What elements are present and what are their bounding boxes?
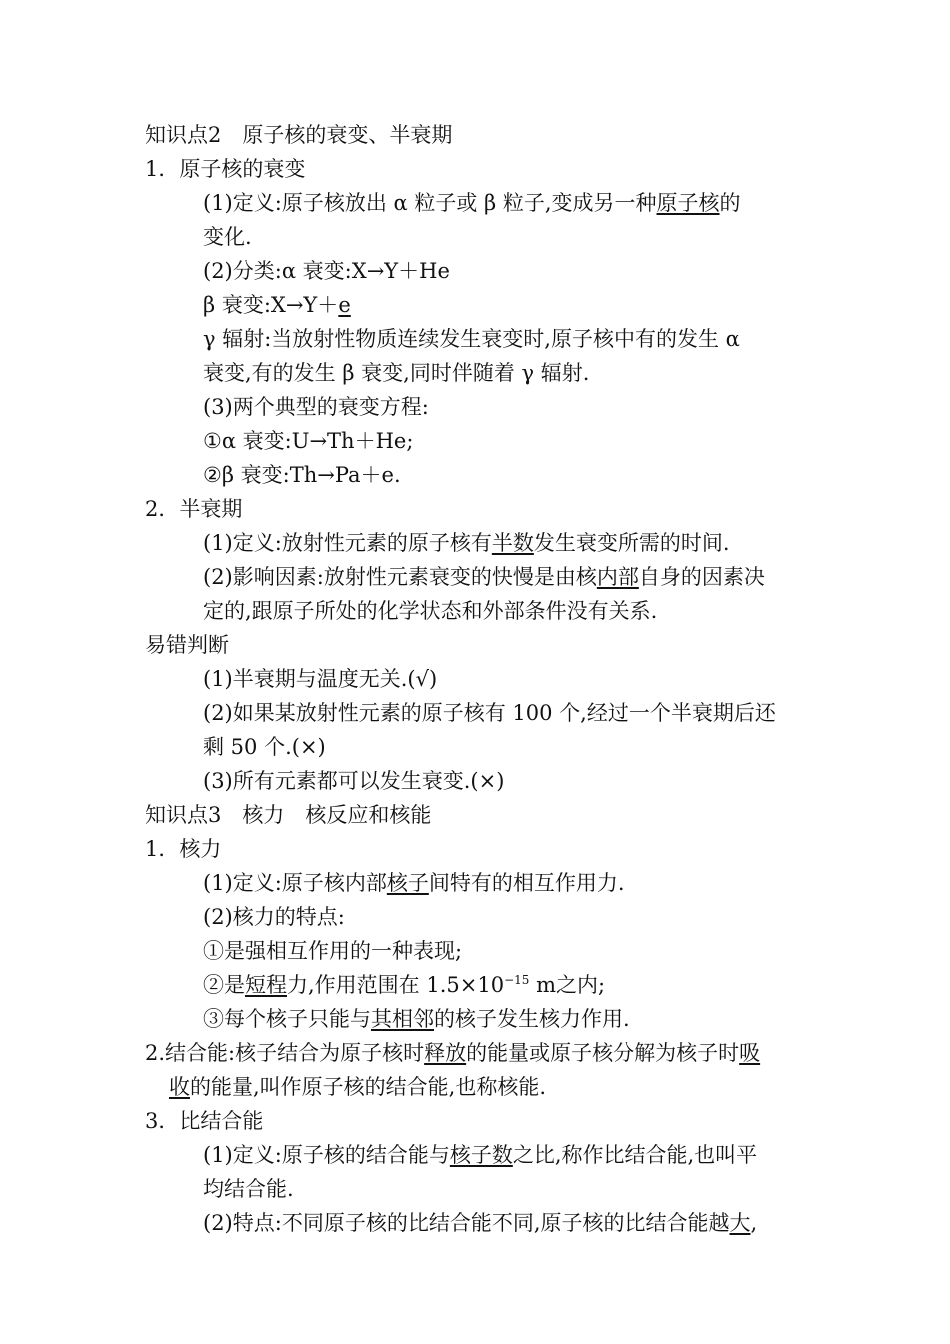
underlined-term: 大 — [729, 1211, 751, 1235]
section-heading-knowledge-point-3: 知识点3 核力 核反应和核能 — [145, 803, 432, 827]
underlined-term: 原子核 — [656, 191, 720, 215]
underlined-term: 收 — [169, 1075, 190, 1099]
underlined-term: 内部 — [596, 565, 639, 589]
text-line: (2)如果某放射性元素的原子核有 100 个,经过一个半衰期后还 — [203, 701, 776, 725]
text-line: γ 辐射:当放射性物质连续发生衰变时,原子核中有的发生 α — [203, 327, 740, 351]
text-line: (3)两个典型的衰变方程: — [203, 395, 429, 419]
text-line: (2)核力的特点: — [203, 905, 345, 929]
subheading-nuclear-decay: 1．原子核的衰变 — [145, 157, 306, 181]
text-line: (1)定义:原子核放出 α 粒子或 β 粒子,变成另一种原子核的 — [203, 191, 741, 215]
underlined-term: 核子数 — [449, 1143, 513, 1167]
text-line: 变化. — [203, 225, 252, 249]
exponent: −15 — [504, 973, 530, 987]
underlined-term: 释放 — [424, 1041, 467, 1065]
text-line: ③每个核子只能与其相邻的核子发生核力作用. — [203, 1007, 630, 1031]
underlined-term: 其相邻 — [371, 1007, 434, 1031]
text-line: (1)定义:原子核内部核子间特有的相互作用力. — [203, 871, 625, 895]
text-line: ②β 衰变:Th→Pa＋e. — [203, 463, 401, 487]
subheading-error-judgment: 易错判断 — [145, 633, 229, 657]
section-heading-knowledge-point-2: 知识点2 原子核的衰变、半衰期 — [145, 123, 453, 147]
text-line: (2)影响因素:放射性元素衰变的快慢是由核内部自身的因素决 — [203, 565, 765, 589]
text-line: β 衰变:X→Y＋e — [203, 293, 351, 317]
subheading-specific-binding-energy: 3．比结合能 — [145, 1109, 264, 1133]
text-line: 收的能量,叫作原子核的结合能,也称核能. — [169, 1075, 547, 1099]
text-line: (1)定义:原子核的结合能与核子数之比,称作比结合能,也叫平 — [203, 1143, 758, 1167]
underlined-term: 核子 — [386, 871, 429, 895]
text-line: (2)分类:α 衰变:X→Y＋He — [203, 259, 450, 283]
underlined-term: 吸 — [739, 1041, 761, 1065]
underlined-term: 短程 — [245, 973, 287, 997]
subheading-nuclear-force: 1．核力 — [145, 837, 222, 861]
text-line: (3)所有元素都可以发生衰变.(×) — [203, 769, 505, 793]
underlined-term: e — [338, 293, 351, 317]
underlined-term: 半数 — [491, 531, 534, 555]
subheading-binding-energy: 2.结合能:核子结合为原子核时释放的能量或原子核分解为核子时吸 — [145, 1041, 761, 1065]
subheading-half-life: 2．半衰期 — [145, 497, 243, 521]
text-line: (1)半衰期与温度无关.(√) — [203, 667, 438, 691]
text-line: (1)定义:放射性元素的原子核有半数发生衰变所需的时间. — [203, 531, 730, 555]
text-line: 定的,跟原子所处的化学状态和外部条件没有关系. — [203, 599, 658, 623]
text-line: ②是短程力,作用范围在 $1.5\times 10^{-15}$ m之内; — [203, 973, 606, 997]
text-line: 衰变,有的发生 β 衰变,同时伴随着 γ 辐射. — [203, 361, 590, 385]
text-line: 均结合能. — [203, 1177, 294, 1201]
text-line: ①α 衰变:U→Th＋He; — [203, 429, 414, 453]
text-line: ①是强相互作用的一种表现; — [203, 939, 463, 963]
text-line: (2)特点:不同原子核的比结合能不同,原子核的比结合能越大, — [203, 1211, 758, 1235]
text-line: 剩 50 个.(×) — [203, 735, 326, 759]
